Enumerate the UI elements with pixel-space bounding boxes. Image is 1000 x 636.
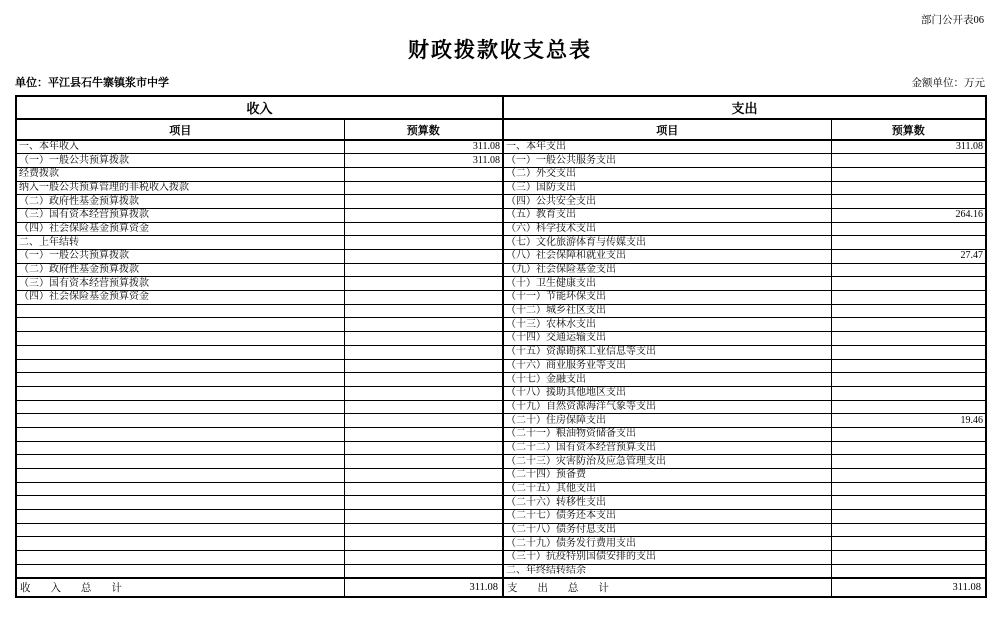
table-row xyxy=(16,441,986,455)
income-item-cell xyxy=(16,551,344,565)
table-row xyxy=(16,455,986,469)
expense-item-cell: （五）教育支出 xyxy=(503,208,831,222)
income-budget-cell xyxy=(344,400,503,414)
expense-item-cell: （三）国防支出 xyxy=(503,181,831,195)
income-budget-cell xyxy=(344,345,503,359)
expense-budget-cell xyxy=(831,154,986,168)
income-item-cell: （二）政府性基金预算拨款 xyxy=(16,263,344,277)
table-row xyxy=(16,537,986,551)
expense-item-cell: （十五）资源勘探工业信息等支出 xyxy=(503,345,831,359)
income-item-cell xyxy=(16,373,344,387)
expense-budget-cell xyxy=(831,263,986,277)
table-row xyxy=(16,551,986,565)
income-budget-cell xyxy=(344,469,503,483)
expense-budget-cell xyxy=(831,441,986,455)
expense-budget-cell xyxy=(831,291,986,305)
income-item-cell xyxy=(16,496,344,510)
expense-item-cell: （六）科学技术支出 xyxy=(503,222,831,236)
doc-number: 部门公开表06 xyxy=(921,15,984,26)
income-budget-column-header: 预算数 xyxy=(344,119,503,140)
expense-budget-cell: 311.08 xyxy=(831,140,986,154)
income-item-cell: （一）一般公共预算拨款 xyxy=(16,250,344,264)
table-row xyxy=(16,510,986,524)
income-budget-cell xyxy=(344,537,503,551)
expense-item-cell: （十）卫生健康支出 xyxy=(503,277,831,291)
income-budget-cell xyxy=(344,208,503,222)
table-row xyxy=(16,400,986,414)
expense-item-cell: 二、年终结转结余 xyxy=(503,564,831,578)
income-item-cell xyxy=(16,304,344,318)
income-item-cell xyxy=(16,537,344,551)
expense-budget-cell xyxy=(831,236,986,250)
expense-budget-cell xyxy=(831,510,986,524)
expense-item-cell: （二十五）其他支出 xyxy=(503,482,831,496)
expense-budget-cell xyxy=(831,167,986,181)
income-budget-cell xyxy=(344,455,503,469)
income-budget-cell xyxy=(344,427,503,441)
income-item-cell: （四）社会保险基金预算资金 xyxy=(16,222,344,236)
income-item-cell xyxy=(16,564,344,578)
expense-budget-cell xyxy=(831,564,986,578)
income-total-label: 收入总计 xyxy=(16,578,344,597)
income-item-cell: 一、本年收入 xyxy=(16,140,344,154)
expense-budget-cell xyxy=(831,359,986,373)
table-row xyxy=(16,496,986,510)
expense-item-cell: （八）社会保障和就业支出 xyxy=(503,250,831,264)
expenditure-budget-column-header: 预算数 xyxy=(831,119,986,140)
table-row xyxy=(16,359,986,373)
table-row xyxy=(16,263,986,277)
income-item-cell xyxy=(16,332,344,346)
table-row xyxy=(16,523,986,537)
expenditure-total-label: 支出总计 xyxy=(503,578,831,597)
income-budget-cell xyxy=(344,332,503,346)
income-budget-cell: 311.08 xyxy=(344,154,503,168)
table-row xyxy=(16,195,986,209)
expense-budget-cell xyxy=(831,277,986,291)
section-header-row xyxy=(16,96,986,119)
expense-item-cell: （十七）金融支出 xyxy=(503,373,831,387)
expense-budget-cell xyxy=(831,304,986,318)
income-budget-cell xyxy=(344,441,503,455)
column-header-row xyxy=(16,119,986,140)
table-row xyxy=(16,386,986,400)
unit-label: 单位：平江县石牛寨镇浆市中学 xyxy=(15,77,169,89)
expense-item-cell: （九）社会保险基金支出 xyxy=(503,263,831,277)
expense-item-cell: （二十）住房保障支出 xyxy=(503,414,831,428)
income-item-cell xyxy=(16,414,344,428)
income-budget-cell xyxy=(344,482,503,496)
income-total-value: 311.08 xyxy=(344,578,503,597)
income-item-cell: （三）国有资本经营预算拨款 xyxy=(16,208,344,222)
income-budget-cell xyxy=(344,236,503,250)
income-budget-cell xyxy=(344,414,503,428)
expense-item-cell: （二十八）债务付息支出 xyxy=(503,523,831,537)
budget-table xyxy=(15,95,987,598)
table-row xyxy=(16,304,986,318)
table-row xyxy=(16,291,986,305)
income-budget-cell xyxy=(344,291,503,305)
totals-row xyxy=(16,578,986,597)
expenditure-total-value: 311.08 xyxy=(831,578,986,597)
table-row xyxy=(16,427,986,441)
income-budget-cell xyxy=(344,386,503,400)
table-row xyxy=(16,222,986,236)
expenditure-item-column-header: 项目 xyxy=(503,119,831,140)
expense-budget-cell: 264.16 xyxy=(831,208,986,222)
table-row xyxy=(16,181,986,195)
income-item-cell xyxy=(16,482,344,496)
currency-unit-label: 金额单位：万元 xyxy=(911,78,985,89)
expense-budget-cell xyxy=(831,195,986,209)
expense-item-cell: （三十）抗疫特别国债安排的支出 xyxy=(503,551,831,565)
income-item-cell xyxy=(16,318,344,332)
income-budget-cell xyxy=(344,304,503,318)
table-row xyxy=(16,332,986,346)
expense-budget-cell xyxy=(831,523,986,537)
expense-budget-cell xyxy=(831,482,986,496)
income-item-cell: （四）社会保险基金预算资金 xyxy=(16,291,344,305)
income-item-cell xyxy=(16,345,344,359)
income-item-cell xyxy=(16,359,344,373)
income-section-header: 收入 xyxy=(16,96,503,119)
income-item-cell xyxy=(16,386,344,400)
expense-item-cell: （十三）农林水支出 xyxy=(503,318,831,332)
income-item-cell: 经费拨款 xyxy=(16,167,344,181)
income-item-cell xyxy=(16,469,344,483)
table-row xyxy=(16,154,986,168)
income-item-cell xyxy=(16,441,344,455)
expense-budget-cell xyxy=(831,427,986,441)
income-budget-cell xyxy=(344,318,503,332)
expense-item-cell: （七）文化旅游体育与传媒支出 xyxy=(503,236,831,250)
income-budget-cell xyxy=(344,523,503,537)
table-row xyxy=(16,140,986,154)
expense-budget-cell xyxy=(831,455,986,469)
income-budget-cell: 311.08 xyxy=(344,140,503,154)
table-row xyxy=(16,469,986,483)
table-row xyxy=(16,345,986,359)
expense-budget-cell xyxy=(831,551,986,565)
expense-item-cell: （二十六）转移性支出 xyxy=(503,496,831,510)
expense-item-cell: （二十二）国有资本经营预算支出 xyxy=(503,441,831,455)
income-budget-cell xyxy=(344,222,503,236)
expense-item-cell: （一）一般公共服务支出 xyxy=(503,154,831,168)
expense-budget-cell xyxy=(831,181,986,195)
expense-budget-cell xyxy=(831,318,986,332)
expense-item-cell: （二）外交支出 xyxy=(503,167,831,181)
income-item-cell: （一）一般公共预算拨款 xyxy=(16,154,344,168)
table-row xyxy=(16,414,986,428)
meta-row xyxy=(15,74,985,90)
table-row xyxy=(16,318,986,332)
expense-budget-cell: 19.46 xyxy=(831,414,986,428)
income-item-cell xyxy=(16,510,344,524)
income-budget-cell xyxy=(344,263,503,277)
income-budget-cell xyxy=(344,496,503,510)
income-item-cell: 二、上年结转 xyxy=(16,236,344,250)
expense-item-cell: （十二）城乡社区支出 xyxy=(503,304,831,318)
expense-item-cell: 一、本年支出 xyxy=(503,140,831,154)
income-item-cell: （二）政府性基金预算拨款 xyxy=(16,195,344,209)
expense-budget-cell xyxy=(831,469,986,483)
expense-budget-cell xyxy=(831,332,986,346)
expense-item-cell: （二十四）预备费 xyxy=(503,469,831,483)
income-item-column-header: 项目 xyxy=(16,119,344,140)
income-item-cell: （三）国有资本经营预算拨款 xyxy=(16,277,344,291)
income-budget-cell xyxy=(344,564,503,578)
expense-budget-cell xyxy=(831,345,986,359)
income-budget-cell xyxy=(344,250,503,264)
income-budget-cell xyxy=(344,277,503,291)
expense-budget-cell xyxy=(831,222,986,236)
income-budget-cell xyxy=(344,195,503,209)
expense-budget-cell xyxy=(831,537,986,551)
expense-item-cell: （二十三）灾害防治及应急管理支出 xyxy=(503,455,831,469)
income-budget-cell xyxy=(344,359,503,373)
expense-budget-cell xyxy=(831,386,986,400)
table-row xyxy=(16,564,986,578)
page-title: 财政拨款收支总表 xyxy=(408,39,592,62)
table-row xyxy=(16,167,986,181)
income-budget-cell xyxy=(344,510,503,524)
expense-item-cell: （二十七）债务还本支出 xyxy=(503,510,831,524)
expenditure-section-header: 支出 xyxy=(503,96,986,119)
expense-item-cell: （十四）交通运输支出 xyxy=(503,332,831,346)
expense-item-cell: （十九）自然资源海洋气象等支出 xyxy=(503,400,831,414)
expense-budget-cell xyxy=(831,373,986,387)
expense-budget-cell xyxy=(831,496,986,510)
income-item-cell: 纳入一般公共预算管理的非税收入拨款 xyxy=(16,181,344,195)
expense-item-cell: （十一）节能环保支出 xyxy=(503,291,831,305)
income-item-cell xyxy=(16,400,344,414)
income-item-cell xyxy=(16,427,344,441)
table-row xyxy=(16,250,986,264)
expense-budget-cell: 27.47 xyxy=(831,250,986,264)
income-budget-cell xyxy=(344,167,503,181)
table-row xyxy=(16,236,986,250)
table-row xyxy=(16,277,986,291)
expense-item-cell: （二十一）粮油物资储备支出 xyxy=(503,427,831,441)
income-item-cell xyxy=(16,455,344,469)
income-item-cell xyxy=(16,523,344,537)
income-budget-cell xyxy=(344,551,503,565)
expense-item-cell: （十八）援助其他地区支出 xyxy=(503,386,831,400)
expense-item-cell: （十六）商业服务业等支出 xyxy=(503,359,831,373)
expense-item-cell: （二十九）债务发行费用支出 xyxy=(503,537,831,551)
expense-item-cell: （四）公共安全支出 xyxy=(503,195,831,209)
table-row xyxy=(16,482,986,496)
income-budget-cell xyxy=(344,373,503,387)
expense-budget-cell xyxy=(831,400,986,414)
table-row xyxy=(16,373,986,387)
table-row xyxy=(16,208,986,222)
income-budget-cell xyxy=(344,181,503,195)
